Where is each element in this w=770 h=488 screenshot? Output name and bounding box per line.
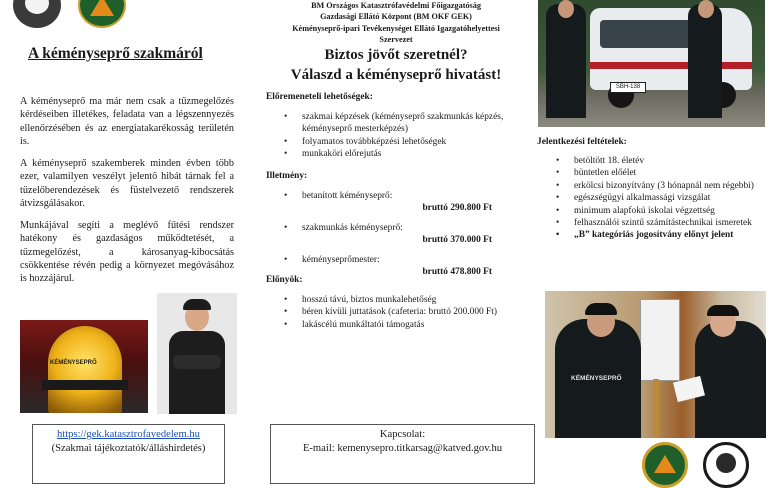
contact-email[interactable]: E-mail: kemenysepro.titkarsag@katved.gov.hu: [302, 443, 503, 454]
service-van-photo: [538, 0, 765, 127]
list-item: • munkaköri előrejutás: [266, 148, 506, 160]
organization-header: [270, 0, 522, 46]
contact-label: Kapcsolat:: [379, 429, 426, 440]
disaster-management-logo: [78, 0, 126, 28]
benefits-heading: Előnyök:: [266, 275, 303, 285]
list-item: • minimum alapfokú iskolai végzettség: [538, 205, 770, 217]
main-title: [262, 45, 530, 85]
benefits-list: [266, 294, 506, 331]
org-line: Szervezet: [379, 35, 413, 45]
list-item: • lakáscélú munkáltatói támogatás: [266, 319, 506, 331]
website-note: (Szakmai tájékoztatók/álláshirdetés): [51, 443, 206, 454]
list-item: • „B” kategóriás jogosítvány előnyt jelent: [538, 229, 770, 241]
website-link[interactable]: https://gek.katasztrofavedelem.hu: [57, 429, 200, 440]
helmet-label: KÉMÉNYSEPRŐ: [50, 360, 97, 366]
salary-value: bruttó 478.800 Ft: [422, 267, 492, 278]
requirements-heading: Jelentkezési feltételek:: [537, 137, 627, 147]
salary-label: kéményseprőmester:: [302, 254, 380, 265]
salary-value: bruttó 290.800 Ft: [422, 203, 492, 214]
intro-paragraph-3: Munkájával segíti a meglévő fűtési rendszer hatékony és gazdaságos működtetését, a tűzmegelőzést, a károsanyag-kibocsátás csökkentése révén pedig a környezet megóvásához is hozzájárul.: [20, 220, 234, 285]
advancement-list: [266, 111, 506, 161]
list-item: • erkölcsi bizonyítvány (3 hónapnál nem régebbi): [538, 180, 770, 192]
intro-paragraph-2: A kéményseprő szakemberek minden évben több ezer, valamilyen veszélyt jelentő hibát tárnak fel a tüzelőberendezések és füstelvezető rendszerek átvizsgálásakor.: [20, 158, 234, 209]
org-line: Gazdasági Ellátó Központ (BM OKF GEK): [320, 12, 472, 22]
list-item: • betöltött 18. életév: [538, 155, 770, 167]
title-line: Válaszd a kéményseprő hivatást!: [290, 67, 502, 83]
contact-box: [270, 424, 535, 484]
salary-item: [266, 222, 506, 247]
disaster-management-logo-bottom: [642, 442, 688, 488]
org-line: Kéményseprő-ipari Tevékenységet Ellátó Igazgatóhelyettesi: [292, 23, 500, 33]
jacket-label: KÉMÉNYSEPRŐ: [571, 375, 622, 382]
boiler-inspection-photo: [545, 291, 766, 438]
list-item: • egészségügyi alkalmassági vizsgálat: [538, 192, 770, 204]
website-box: [32, 424, 225, 484]
advancement-heading: Előremeneteli lehetőségek:: [266, 92, 373, 102]
requirements-list: [538, 155, 770, 242]
salary-heading: Illetmény:: [266, 171, 308, 181]
salary-label: szakmunkás kéményseprő:: [302, 222, 403, 233]
agency-logo-left: [13, 0, 61, 28]
list-item: • szakmai képzések (kéményseprő szakmunkás képzés, kéményseprő mesterképzés): [266, 111, 506, 136]
salary-item: [266, 190, 506, 215]
list-item: • hosszú távú, biztos munkalehetőség: [266, 294, 506, 306]
left-title: A kéményseprő szakmáról: [28, 45, 203, 62]
intro-paragraph-1: A kéményseprő ma már nem csak a tűzmegelőzés kérdéseiben illetékes, feladata van a légszennyezés ellenőrzésében és az energiatakarékosság területén is.: [20, 96, 234, 147]
title-line: Biztos jövőt szeretnél?: [324, 47, 468, 63]
salary-list: [266, 190, 506, 278]
chimney-sweep-helmet-photo: [20, 320, 148, 413]
salary-label: betanított kéményseprő:: [302, 191, 393, 201]
list-item: • folyamatos továbbképzési lehetőségek: [266, 136, 506, 148]
list-item: • béren kívüli juttatások (cafeteria: bruttó 200.000 Ft): [266, 306, 506, 318]
list-item: • felhasználói szintű számítástechnikai ismeretek: [538, 217, 770, 229]
agency-seal-logo: [703, 442, 749, 488]
list-item: • büntetlen előélet: [538, 167, 770, 179]
chimney-sweep-portrait-photo: [157, 293, 237, 414]
license-plate: SBH-138: [610, 82, 646, 93]
org-line: BM Országos Katasztrófavédelmi Főigazgatóság: [311, 1, 481, 10]
salary-value: bruttó 370.000 Ft: [422, 235, 492, 246]
